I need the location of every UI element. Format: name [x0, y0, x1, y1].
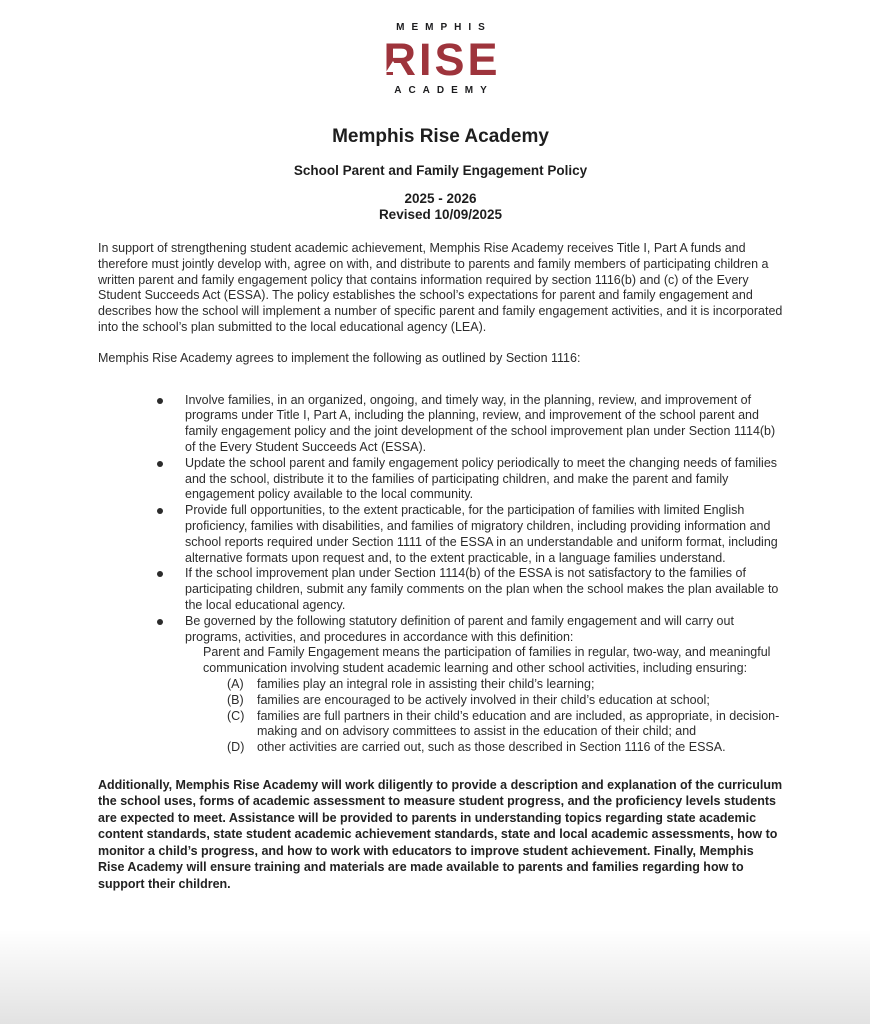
policy-bullet-list: [98, 393, 783, 756]
letter-item-text: families are encouraged to be actively involved in their child’s education at school;: [257, 692, 710, 707]
list-item: [98, 709, 783, 741]
document-subtitle: School Parent and Family Engagement Policy: [293, 163, 588, 178]
logo-wordmark-rise: RISE: [383, 34, 501, 85]
list-item: [98, 693, 783, 709]
letter-item-text: other activities are carried out, such as those described in Section 1116 of the ESSA.: [257, 740, 726, 755]
list-item: [98, 393, 783, 456]
document-dates: [98, 191, 783, 223]
lead-in-paragraph: Memphis Rise Academy agrees to implement the following as outlined by Section 1116:: [98, 350, 581, 365]
logo-wordmark-rise-wrap: [380, 34, 501, 85]
list-item: [98, 456, 783, 503]
letter-item-label: (B): [227, 692, 244, 707]
list-item: [98, 503, 783, 566]
engagement-definition: Parent and Family Engagement means the participation of families in regular, two-way, and meaningful communication involving student academic learning and other school activities, including ensuring:: [203, 645, 771, 676]
letter-item-text: families play an integral role in assisting their child’s learning;: [257, 676, 595, 691]
letter-item-label: (D): [227, 740, 245, 755]
list-item: [98, 677, 783, 693]
list-item-text: Provide full opportunities, to the extent practicable, for the participation of families with limited English proficiency, families with disabilities, and families of migratory children, including providing information and school reports required under Section 1111 of the ESSA in an understandable and uniform format, including alternative formats upon request and, to the extent practicable, in a language families understand.: [185, 503, 778, 565]
bullet-icon: [157, 619, 163, 625]
logo-wordmark-memphis: MEMPHIS: [396, 22, 492, 33]
bullet-icon: [157, 461, 163, 467]
list-item: [98, 740, 783, 756]
list-item: [98, 566, 783, 613]
logo-wordmark-academy: ACADEMY: [394, 85, 494, 96]
bullet-icon: [157, 571, 163, 577]
bullet-icon: [157, 508, 163, 514]
revision-date: Revised 10/09/2025: [378, 207, 503, 222]
list-item-text: Update the school parent and family engagement policy periodically to meet the changing needs of families and the school, distribute it to the families of participating children, and make the parent and family engagement policy available to the local community.: [185, 455, 778, 502]
letter-item-label: (C): [227, 708, 245, 723]
list-item-text: If the school improvement plan under Section 1114(b) of the ESSA is not satisfactory to the families of participating children, submit any family comments on the plan when the school makes the plan available to the local educational agency.: [185, 566, 779, 612]
list-item-text: Be governed by the following statutory definition of parent and family engagement and will carry out programs, activities, and procedures in accordance with this definition:: [185, 613, 734, 644]
list-item-text: Involve families, in an organized, ongoing, and timely way, in the planning, review, and improvement of programs under Title I, Part A, including the planning, review, and improvement of the school parent and family engagement policy and the joint development of the school improvement plan under Section 1114(b) of the Every Student Succeeds Act (ESSA).: [185, 392, 776, 454]
list-item: [98, 614, 783, 646]
document-title: Memphis Rise Academy: [332, 126, 549, 147]
school-logo: [98, 22, 783, 97]
letter-item-label: (A): [227, 676, 244, 691]
closing-paragraph: Additionally, Memphis Rise Academy will work diligently to provide a description and explanation of the curriculum the school uses, forms of academic assessment to measure student progress, and the proficiency levels students are expected to meet. Assistance will be provided to parents in understanding topics regarding state academic content standards, state student academic achievement standards, state and local academic assessments, how to monitor a child’s progress, and how to work with educators to improve student achievement. Finally, Memphis Rise Academy will ensure training and materials are made available to parents and families regarding how to support their children.: [98, 777, 783, 891]
letter-item-text: families are full partners in their child’s education and are included, as appropriate, in decision-making and on advisory committees to assist in the education of their child; and: [257, 708, 780, 739]
intro-paragraph: In support of strengthening student academic achievement, Memphis Rise Academy receives Title I, Part A funds and therefore must jointly develop with, agree on with, and distribute to parents and family members of participating children a written parent and family engagement policy that contains information required by section 1116(b) and (c) of the Every Student Succeeds Act (ESSA). The policy establishes the school’s expectations for parent and family engagement and describes how the school will implement a number of specific parent and family engagement activities, and it is incorporated into the school’s plan submitted to the local educational agency (LEA).: [98, 241, 783, 334]
school-year: 2025 - 2026: [404, 191, 477, 206]
bullet-icon: [157, 398, 163, 404]
